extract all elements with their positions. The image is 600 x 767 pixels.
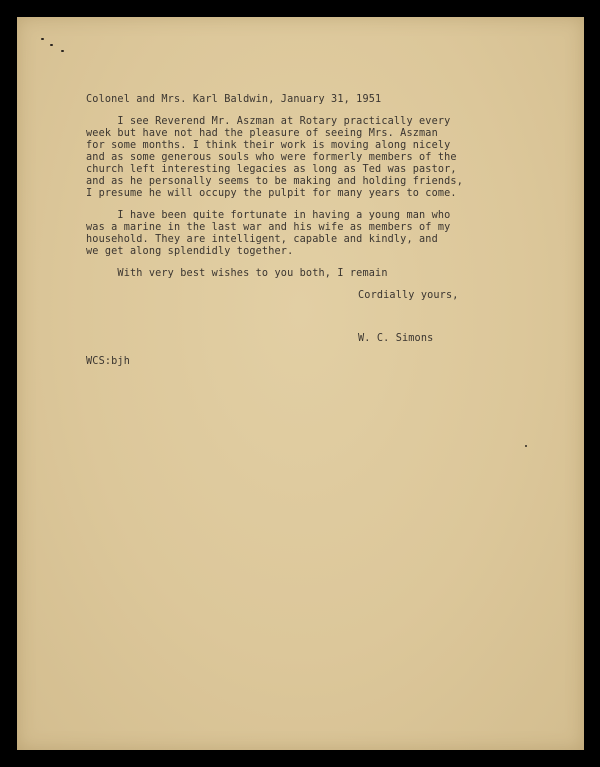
valediction: Cordially yours, (358, 290, 459, 301)
paragraph-1-line: for some months. I think their work is moving along nicely (86, 140, 451, 151)
paragraph-1-line: and as some generous souls who were formerly members of the (86, 152, 457, 163)
paragraph-1-line: I presume he will occupy the pulpit for many years to come. (86, 188, 457, 199)
letter-body (17, 17, 584, 750)
reference-initials: WCS:bjh (86, 356, 130, 367)
paragraph-1-line: church left interesting legacies as long as Ted was pastor, (86, 164, 457, 175)
paragraph-1-line: I see Reverend Mr. Aszman at Rotary practically every (86, 116, 451, 127)
paragraph-2-line: was a marine in the last war and his wife as members of my (86, 222, 451, 233)
paragraph-2-line: household. They are intelligent, capable and kindly, and (86, 234, 438, 245)
closing-line: With very best wishes to you both, I remain (86, 268, 388, 279)
letter-page (17, 17, 584, 750)
paragraph-1-line: week but have not had the pleasure of seeing Mrs. Aszman (86, 128, 438, 139)
signature-name: W. C. Simons (358, 333, 434, 344)
paragraph-2-line: I have been quite fortunate in having a young man who (86, 210, 451, 221)
paragraph-2-line: we get along splendidly together. (86, 246, 294, 257)
letter-header: Colonel and Mrs. Karl Baldwin, January 31, 1951 (86, 94, 382, 105)
paragraph-1-line: and as he personally seems to be making and holding friends, (86, 176, 464, 187)
